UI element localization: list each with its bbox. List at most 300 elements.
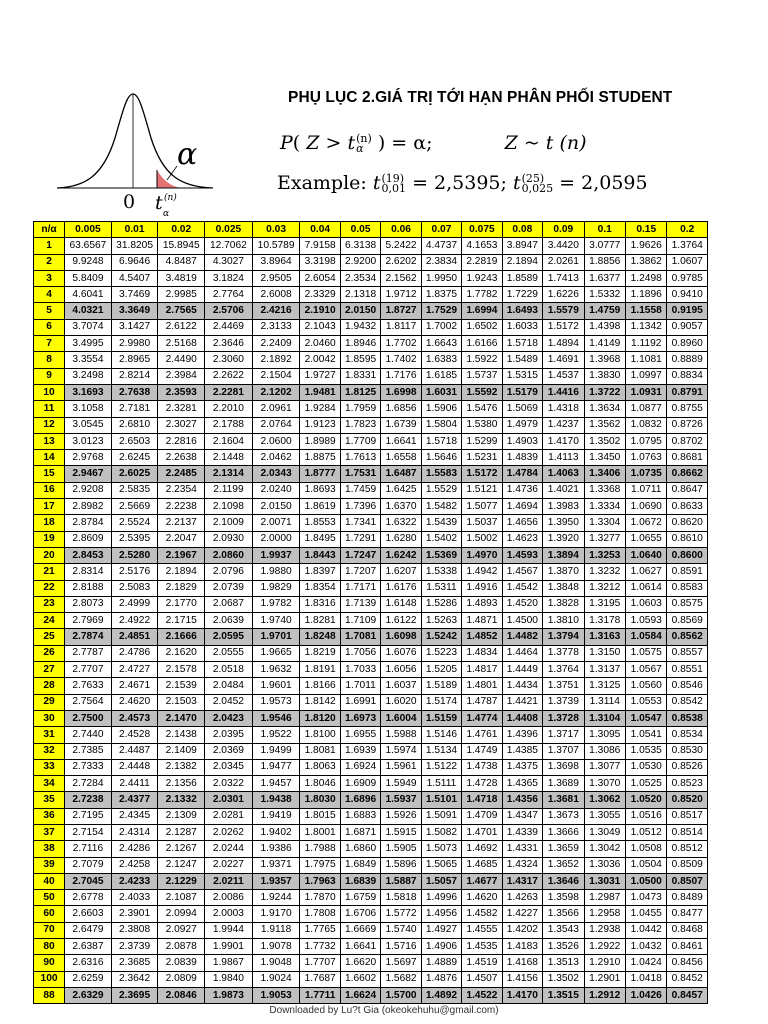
critical-value-cell: 1.3114 <box>584 694 625 710</box>
critical-value-cell: 1.5718 <box>421 433 461 449</box>
critical-value-cell: 2.1409 <box>158 743 205 759</box>
critical-value-cell: 1.0607 <box>667 254 708 270</box>
critical-value-cell: 1.8375 <box>421 287 461 303</box>
column-header: 0.07 <box>421 222 461 238</box>
critical-value-cell: 0.8591 <box>667 564 708 580</box>
table-row <box>34 596 708 612</box>
critical-value-cell: 1.9118 <box>252 922 300 938</box>
critical-value-cell: 2.0150 <box>252 499 300 515</box>
critical-value-cell: 2.7874 <box>65 629 112 645</box>
critical-value-cell: 0.8514 <box>667 824 708 840</box>
critical-value-cell: 0.8542 <box>667 694 708 710</box>
critical-value-cell: 1.4482 <box>502 629 542 645</box>
critical-value-cell: 4.0321 <box>65 303 112 319</box>
table-row <box>34 466 708 482</box>
critical-value-cell: 1.6487 <box>381 466 421 482</box>
critical-value-cell: 1.5179 <box>502 384 542 400</box>
critical-value-cell: 2.0994 <box>158 906 205 922</box>
critical-value-cell: 1.3178 <box>584 613 625 629</box>
critical-value-cell: 0.8526 <box>667 759 708 775</box>
critical-value-cell: 1.3652 <box>543 857 584 873</box>
critical-value-cell: 1.5369 <box>421 547 461 563</box>
table-row <box>34 955 708 971</box>
table-row <box>34 303 708 319</box>
critical-value-cell: 1.3862 <box>626 254 667 270</box>
critical-value-cell: 3.0123 <box>65 433 112 449</box>
critical-value-cell: 1.3055 <box>584 808 625 824</box>
critical-value-cell: 1.0575 <box>626 645 667 661</box>
critical-value-cell: 1.3042 <box>584 841 625 857</box>
critical-value-cell: 2.6479 <box>65 922 112 938</box>
degrees-of-freedom-cell: 35 <box>34 792 65 808</box>
degrees-of-freedom-cell: 39 <box>34 857 65 873</box>
critical-value-cell: 1.5737 <box>462 368 502 384</box>
critical-value-cell: 1.3698 <box>543 759 584 775</box>
critical-value-cell: 1.3728 <box>543 710 584 726</box>
critical-value-cell: 2.2485 <box>158 466 205 482</box>
critical-value-cell: 1.9944 <box>205 922 253 938</box>
critical-value-cell: 1.5065 <box>421 857 461 873</box>
critical-value-cell: 1.5077 <box>462 499 502 515</box>
critical-value-cell: 2.1604 <box>205 433 253 449</box>
table-row <box>34 776 708 792</box>
critical-value-cell: 1.0525 <box>626 776 667 792</box>
critical-value-cell: 1.3894 <box>543 547 584 563</box>
critical-value-cell: 0.8530 <box>667 743 708 759</box>
critical-value-cell: 1.5439 <box>421 515 461 531</box>
critical-value-cell: 1.6641 <box>340 939 380 955</box>
critical-value-cell: 1.3646 <box>543 873 584 889</box>
critical-value-cell: 1.2910 <box>584 955 625 971</box>
critical-value-cell: 1.7176 <box>381 368 421 384</box>
example2-sup: (25) <box>521 172 545 185</box>
critical-value-cell: 1.5172 <box>543 319 584 335</box>
critical-value-cell: 1.9499 <box>252 743 300 759</box>
critical-value-cell: 1.5242 <box>421 629 461 645</box>
critical-value-cell: 1.9170 <box>252 906 300 922</box>
critical-value-cell: 1.8125 <box>340 384 380 400</box>
degrees-of-freedom-cell: 11 <box>34 401 65 417</box>
critical-value-cell: 1.6896 <box>340 792 380 808</box>
critical-value-cell: 1.0512 <box>626 824 667 840</box>
critical-value-cell: 4.1653 <box>462 238 502 254</box>
critical-value-cell: 2.1770 <box>158 596 205 612</box>
critical-value-cell: 1.5937 <box>381 792 421 808</box>
critical-value-cell: 1.7002 <box>421 319 461 335</box>
critical-value-cell: 1.6759 <box>340 890 380 906</box>
critical-value-cell: 1.7613 <box>340 450 380 466</box>
critical-value-cell: 2.6503 <box>111 433 158 449</box>
critical-value-cell: 1.4365 <box>502 776 542 792</box>
critical-value-cell: 1.7139 <box>340 596 380 612</box>
critical-value-cell: 1.4892 <box>421 987 461 1003</box>
critical-value-cell: 0.8681 <box>667 450 708 466</box>
critical-value-cell: 0.8452 <box>667 971 708 987</box>
critical-value-cell: 1.0473 <box>626 890 667 906</box>
column-header: 0.1 <box>584 222 625 238</box>
critical-value-cell: 15.8945 <box>158 238 205 254</box>
critical-value-cell: 1.7975 <box>300 857 340 873</box>
critical-value-cell: 2.7079 <box>65 857 112 873</box>
critical-value-cell: 0.8468 <box>667 922 708 938</box>
critical-value-cell: 2.7707 <box>65 662 112 678</box>
critical-value-cell: 1.4356 <box>502 792 542 808</box>
critical-value-cell: 3.3649 <box>111 303 158 319</box>
critical-value-cell: 1.3513 <box>543 955 584 971</box>
critical-value-cell: 0.8791 <box>667 384 708 400</box>
critical-value-cell: 1.3566 <box>543 906 584 922</box>
critical-value-cell: 1.4318 <box>543 401 584 417</box>
critical-value-cell: 2.7787 <box>65 645 112 661</box>
critical-value-cell: 0.8520 <box>667 792 708 808</box>
table-row <box>34 433 708 449</box>
critical-value-cell: 1.6098 <box>381 629 421 645</box>
critical-value-cell: 2.0000 <box>252 531 300 547</box>
table-row <box>34 384 708 400</box>
table-row <box>34 238 708 254</box>
critical-value-cell: 2.4233 <box>111 873 158 889</box>
critical-value-cell: 1.4685 <box>462 857 502 873</box>
critical-value-cell: 1.5073 <box>421 841 461 857</box>
critical-value-cell: 2.0395 <box>205 727 253 743</box>
critical-value-cell: 9.9248 <box>65 254 112 270</box>
critical-value-cell: 1.0931 <box>626 384 667 400</box>
critical-value-cell: 1.6871 <box>340 824 380 840</box>
critical-value-cell: 2.1332 <box>158 792 205 808</box>
critical-value-cell: 0.8461 <box>667 939 708 955</box>
critical-value-cell: 0.8512 <box>667 841 708 857</box>
critical-value-cell: 1.8331 <box>340 368 380 384</box>
critical-value-cell: 1.0584 <box>626 629 667 645</box>
critical-value-cell: 3.1824 <box>205 270 253 286</box>
critical-value-cell: 1.4656 <box>502 515 542 531</box>
degrees-of-freedom-cell: 12 <box>34 417 65 433</box>
critical-value-cell: 2.1470 <box>158 710 205 726</box>
critical-value-cell: 1.8030 <box>300 792 340 808</box>
table-row <box>34 645 708 661</box>
critical-value-cell: 1.5286 <box>421 596 461 612</box>
critical-value-cell: 2.0086 <box>205 890 253 906</box>
critical-value-cell: 1.0593 <box>626 613 667 629</box>
critical-value-cell: 2.7238 <box>65 792 112 808</box>
critical-value-cell: 2.9768 <box>65 450 112 466</box>
critical-value-cell: 2.6810 <box>111 417 158 433</box>
critical-value-cell: 1.6641 <box>381 433 421 449</box>
critical-value-cell: 2.5706 <box>205 303 253 319</box>
critical-value-cell: 1.4694 <box>502 499 542 515</box>
critical-value-cell: 1.4520 <box>502 596 542 612</box>
critical-value-cell: 2.9208 <box>65 482 112 498</box>
critical-value-cell: 1.6643 <box>421 336 461 352</box>
critical-value-cell: 1.0795 <box>626 433 667 449</box>
critical-value-cell: 1.3062 <box>584 792 625 808</box>
critical-value-cell: 1.7529 <box>421 303 461 319</box>
critical-value-cell: 1.3968 <box>584 352 625 368</box>
critical-value-cell: 2.1620 <box>158 645 205 661</box>
degrees-of-freedom-cell: 16 <box>34 482 65 498</box>
critical-value-cell: 1.5315 <box>502 368 542 384</box>
table-row <box>34 287 708 303</box>
critical-value-cell: 1.6602 <box>340 971 380 987</box>
critical-value-cell: 2.6778 <box>65 890 112 906</box>
critical-value-cell: 1.4113 <box>543 450 584 466</box>
critical-value-cell: 1.5172 <box>462 466 502 482</box>
critical-value-cell: 2.0423 <box>205 710 253 726</box>
critical-value-cell: 2.5280 <box>111 547 158 563</box>
example1-sub: 0,01 <box>381 182 407 195</box>
critical-value-cell: 1.5772 <box>381 906 421 922</box>
critical-value-cell: 1.4738 <box>462 759 502 775</box>
critical-value-cell: 1.0500 <box>626 873 667 889</box>
critical-value-cell: 1.4156 <box>502 971 542 987</box>
critical-value-cell: 2.5168 <box>158 336 205 352</box>
critical-value-cell: 1.3104 <box>584 710 625 726</box>
critical-value-cell: 1.1896 <box>626 287 667 303</box>
table-row <box>34 499 708 515</box>
t-sup: (n) <box>164 193 177 203</box>
critical-value-cell: 1.8248 <box>300 629 340 645</box>
critical-value-cell: 1.3666 <box>543 824 584 840</box>
critical-value-cell: 1.2901 <box>584 971 625 987</box>
critical-value-cell: 1.0627 <box>626 564 667 580</box>
critical-value-cell: 0.8562 <box>667 629 708 645</box>
critical-value-cell: 1.4202 <box>502 922 542 938</box>
critical-value-cell: 2.2010 <box>205 401 253 417</box>
critical-value-cell: 1.4620 <box>462 890 502 906</box>
critical-value-cell: 1.6991 <box>340 694 380 710</box>
critical-value-cell: 1.3717 <box>543 727 584 743</box>
critical-value-cell: 2.3593 <box>158 384 205 400</box>
critical-value-cell: 1.5896 <box>381 857 421 873</box>
critical-value-cell: 1.3562 <box>584 417 625 433</box>
critical-value-cell: 1.5740 <box>381 922 421 938</box>
critical-value-cell: 1.3526 <box>543 939 584 955</box>
critical-value-cell: 1.3681 <box>543 792 584 808</box>
degrees-of-freedom-cell: 37 <box>34 824 65 840</box>
critical-value-cell: 2.4999 <box>111 596 158 612</box>
critical-value-cell: 1.8081 <box>300 743 340 759</box>
critical-value-cell: 1.7702 <box>381 336 421 352</box>
degrees-of-freedom-cell: 60 <box>34 906 65 922</box>
critical-value-cell: 2.0460 <box>300 336 340 352</box>
critical-value-cell: 1.5482 <box>421 499 461 515</box>
critical-value-cell: 1.4692 <box>462 841 502 857</box>
degrees-of-freedom-cell: 29 <box>34 694 65 710</box>
critical-value-cell: 1.2498 <box>626 270 667 286</box>
critical-value-cell: 1.5189 <box>421 678 461 694</box>
table-row <box>34 336 708 352</box>
critical-value-cell: 2.3329 <box>300 287 340 303</box>
critical-value-cell: 1.6122 <box>381 613 421 629</box>
degrees-of-freedom-cell: 4 <box>34 287 65 303</box>
critical-value-cell: 2.7500 <box>65 710 112 726</box>
critical-value-cell: 1.8117 <box>381 319 421 335</box>
critical-value-cell: 1.4398 <box>584 319 625 335</box>
table-row <box>34 727 708 743</box>
critical-value-cell: 1.7033 <box>340 662 380 678</box>
critical-value-cell: 1.4784 <box>502 466 542 482</box>
critical-value-cell: 1.5134 <box>421 743 461 759</box>
degrees-of-freedom-cell: 18 <box>34 515 65 531</box>
critical-value-cell: 1.4893 <box>462 596 502 612</box>
critical-value-cell: 1.4718 <box>462 792 502 808</box>
critical-value-cell: 1.9546 <box>252 710 300 726</box>
critical-value-cell: 1.6020 <box>381 694 421 710</box>
download-footer: Downloaded by Lu?t Gia (okeokehuhu@gmail.com) <box>269 1005 499 1016</box>
critical-value-cell: 1.4227 <box>502 906 542 922</box>
table-row <box>34 841 708 857</box>
critical-value-cell: 0.8551 <box>667 662 708 678</box>
critical-value-cell: 1.4375 <box>502 759 542 775</box>
critical-value-cell: 1.3334 <box>584 499 625 515</box>
critical-value-cell: 3.7074 <box>65 319 112 335</box>
critical-value-cell: 1.3253 <box>584 547 625 563</box>
critical-value-cell: 1.9477 <box>252 759 300 775</box>
critical-value-cell: 2.8073 <box>65 596 112 612</box>
critical-value-cell: 1.5223 <box>421 645 461 661</box>
table-row <box>34 987 708 1003</box>
critical-value-cell: 1.0567 <box>626 662 667 678</box>
critical-value-cell: 1.7056 <box>340 645 380 661</box>
critical-value-cell: 2.4851 <box>111 629 158 645</box>
critical-value-cell: 2.1448 <box>205 450 253 466</box>
critical-value-cell: 1.6620 <box>340 955 380 971</box>
critical-value-cell: 1.4927 <box>421 922 461 938</box>
critical-value-cell: 1.3086 <box>584 743 625 759</box>
critical-value-cell: 1.8046 <box>300 776 340 792</box>
critical-value-cell: 2.0281 <box>205 808 253 824</box>
critical-value-cell: 2.7633 <box>65 678 112 694</box>
critical-value-cell: 2.3834 <box>421 254 461 270</box>
critical-value-cell: 1.9950 <box>421 270 461 286</box>
critical-value-cell: 2.4487 <box>111 743 158 759</box>
critical-value-cell: 1.9386 <box>252 841 300 857</box>
critical-value-cell: 1.4385 <box>502 743 542 759</box>
critical-value-cell: 1.7413 <box>543 270 584 286</box>
critical-value-cell: 1.6839 <box>340 873 380 889</box>
critical-value-cell: 6.3138 <box>340 238 380 254</box>
degrees-of-freedom-cell: 3 <box>34 270 65 286</box>
critical-value-cell: 1.3764 <box>667 238 708 254</box>
critical-value-cell: 1.6939 <box>340 743 380 759</box>
example-label: Example: <box>277 172 367 194</box>
critical-value-cell: 3.1693 <box>65 384 112 400</box>
critical-value-cell: 1.4149 <box>584 336 625 352</box>
critical-value-cell: 2.8314 <box>65 564 112 580</box>
degrees-of-freedom-cell: 20 <box>34 547 65 563</box>
critical-value-cell: 2.7181 <box>111 401 158 417</box>
critical-value-cell: 1.5592 <box>462 384 502 400</box>
critical-value-cell: 2.1894 <box>502 254 542 270</box>
table-row <box>34 564 708 580</box>
critical-value-cell: 1.4500 <box>502 613 542 629</box>
example1-sup: (19) <box>381 172 405 185</box>
critical-value-cell: 0.8509 <box>667 857 708 873</box>
critical-value-cell: 1.8316 <box>300 596 340 612</box>
critical-value-cell: 63.6567 <box>65 238 112 254</box>
critical-value-cell: 1.4021 <box>543 482 584 498</box>
critical-value-cell: 1.3049 <box>584 824 625 840</box>
critical-value-cell: 2.6329 <box>65 987 112 1003</box>
table-row <box>34 922 708 938</box>
critical-value-cell: 1.1192 <box>626 336 667 352</box>
critical-value-cell: 1.5069 <box>502 401 542 417</box>
critical-value-cell: 1.4839 <box>502 450 542 466</box>
critical-value-cell: 4.4737 <box>421 238 461 254</box>
t-label: t <box>155 192 163 214</box>
table-row <box>34 678 708 694</box>
critical-value-cell: 1.7171 <box>340 580 380 596</box>
page-title: PHỤ LỤC 2.GIÁ TRỊ TỚI HẠN PHÂN PHỐI STUDENT <box>288 89 673 106</box>
critical-value-cell: 1.3673 <box>543 808 584 824</box>
critical-value-cell: 1.5905 <box>381 841 421 857</box>
critical-value-cell: 2.8965 <box>111 352 158 368</box>
critical-value-cell: 2.3739 <box>111 939 158 955</box>
critical-value-cell: 1.4507 <box>462 971 502 987</box>
critical-value-cell: 3.1058 <box>65 401 112 417</box>
critical-value-cell: 1.4421 <box>502 694 542 710</box>
critical-value-cell: 1.9840 <box>205 971 253 987</box>
critical-value-cell: 2.0930 <box>205 531 253 547</box>
column-header: 0.02 <box>158 222 205 238</box>
critical-value-cell: 1.7081 <box>340 629 380 645</box>
critical-value-cell: 2.0860 <box>205 547 253 563</box>
critical-value-cell: 1.4567 <box>502 564 542 580</box>
critical-value-cell: 1.6185 <box>421 368 461 384</box>
table-row <box>34 857 708 873</box>
critical-value-cell: 1.4168 <box>502 955 542 971</box>
critical-value-cell: 2.1788 <box>205 417 253 433</box>
critical-value-cell: 1.4942 <box>462 564 502 580</box>
critical-value-cell: 2.7154 <box>65 824 112 840</box>
critical-value-cell: 1.5489 <box>502 352 542 368</box>
critical-value-cell: 1.4787 <box>462 694 502 710</box>
critical-value-cell: 1.8354 <box>300 580 340 596</box>
critical-value-cell: 1.2922 <box>584 939 625 955</box>
critical-value-cell: 1.5122 <box>421 759 461 775</box>
critical-value-cell: 1.6955 <box>340 727 380 743</box>
critical-value-cell: 1.5906 <box>421 401 461 417</box>
column-header: 0.2 <box>667 222 708 238</box>
critical-value-cell: 1.5111 <box>421 776 461 792</box>
critical-value-cell: 2.3808 <box>111 922 158 938</box>
critical-value-cell: 2.6259 <box>65 971 112 987</box>
critical-value-cell: 0.8889 <box>667 352 708 368</box>
critical-value-cell: 1.6669 <box>340 922 380 938</box>
critical-value-cell: 1.3707 <box>543 743 584 759</box>
critical-value-cell: 2.7284 <box>65 776 112 792</box>
critical-value-cell: 1.3920 <box>543 531 584 547</box>
critical-value-cell: 2.8188 <box>65 580 112 596</box>
critical-value-cell: 1.5583 <box>421 466 461 482</box>
critical-value-cell: 2.2047 <box>158 531 205 547</box>
critical-value-cell: 1.6739 <box>381 417 421 433</box>
critical-value-cell: 1.4434 <box>502 678 542 694</box>
critical-value-cell: 2.2281 <box>205 384 253 400</box>
critical-value-cell: 2.4345 <box>111 808 158 824</box>
critical-value-cell: 1.9701 <box>252 629 300 645</box>
critical-value-cell: 2.3060 <box>205 352 253 368</box>
critical-value-cell: 1.3502 <box>584 433 625 449</box>
table-row <box>34 824 708 840</box>
critical-value-cell: 1.4677 <box>462 873 502 889</box>
critical-value-cell: 1.9632 <box>252 662 300 678</box>
critical-value-cell: 2.2137 <box>158 515 205 531</box>
critical-value-cell: 1.3543 <box>543 922 584 938</box>
critical-value-cell: 1.3764 <box>543 662 584 678</box>
critical-value-cell: 1.6033 <box>502 319 542 335</box>
degrees-of-freedom-cell: 33 <box>34 759 65 775</box>
